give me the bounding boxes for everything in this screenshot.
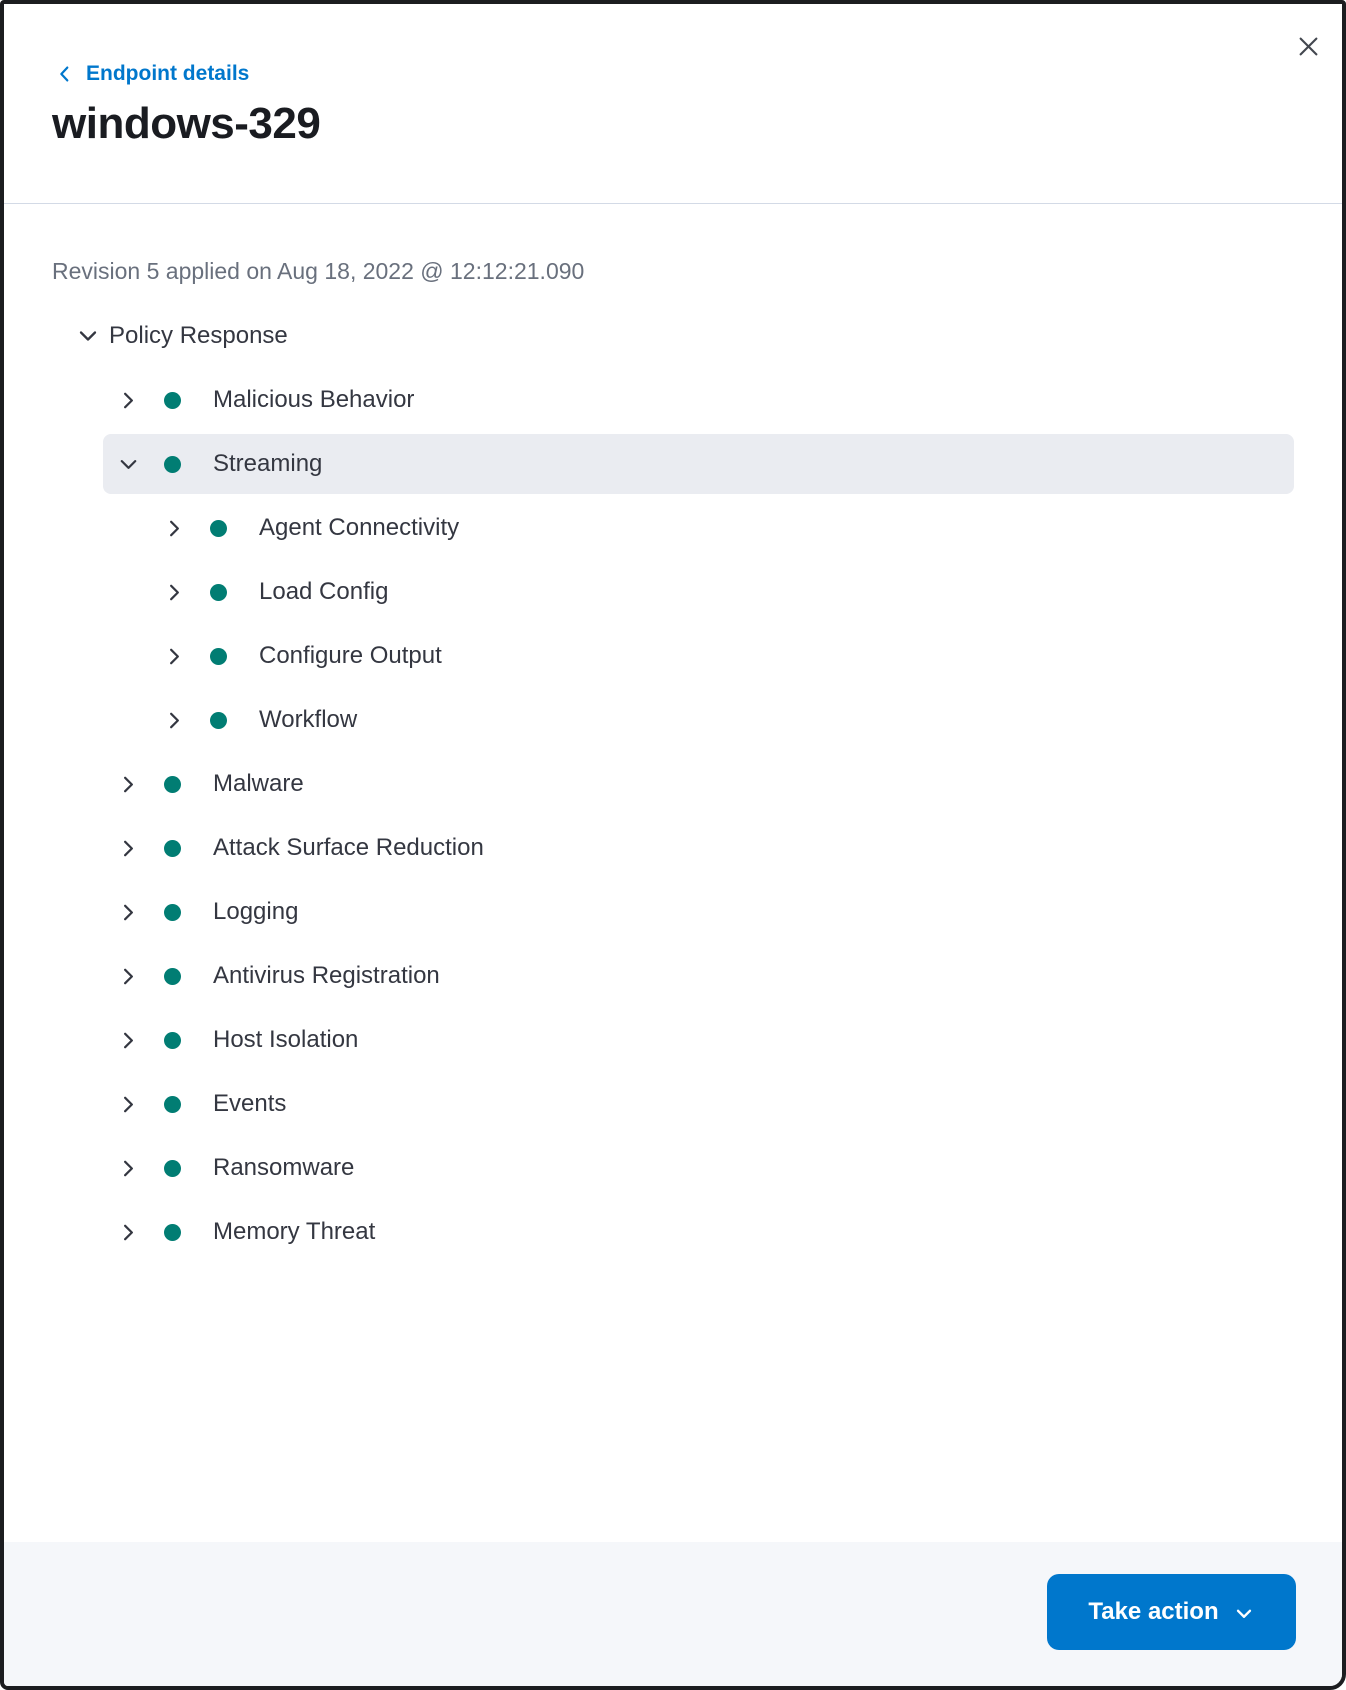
chevron-right-icon[interactable]	[116, 1220, 140, 1244]
tree-item-events[interactable]	[103, 1074, 1294, 1134]
status-dot	[210, 584, 227, 601]
tree-item-antivirus-registration[interactable]	[103, 946, 1294, 1006]
tree-item-policy-response[interactable]	[52, 306, 1294, 366]
close-icon	[1295, 33, 1322, 60]
chevron-down-icon[interactable]	[76, 324, 100, 348]
status-dot	[164, 1224, 181, 1241]
chevron-right-icon[interactable]	[162, 644, 186, 668]
take-action-label: Take action	[1088, 1598, 1219, 1625]
tree-item-label: Malicious Behavior	[213, 386, 415, 413]
tree-item-logging[interactable]	[103, 882, 1294, 942]
status-dot	[164, 840, 181, 857]
chevron-right-icon[interactable]	[162, 708, 186, 732]
status-dot	[164, 1160, 181, 1177]
tree-item-label: Memory Threat	[213, 1218, 376, 1245]
tree-item-ransomware[interactable]	[103, 1138, 1294, 1198]
tree-item-agent-connectivity[interactable]	[103, 498, 1294, 558]
status-dot	[164, 1032, 181, 1049]
status-dot	[164, 392, 181, 409]
tree-item-label: Policy Response	[109, 322, 288, 349]
tree-item-label: Agent Connectivity	[259, 514, 460, 541]
chevron-right-icon[interactable]	[116, 1028, 140, 1052]
back-link-endpoint-details[interactable]	[54, 62, 249, 86]
status-dot	[164, 776, 181, 793]
status-dot	[164, 968, 181, 985]
tree-item-streaming[interactable]	[103, 434, 1294, 494]
flyout-footer	[4, 1542, 1342, 1686]
chevron-right-icon[interactable]	[116, 1092, 140, 1116]
status-dot	[210, 520, 227, 537]
status-dot	[210, 712, 227, 729]
policy-response-tree	[52, 306, 1294, 1266]
status-dot	[210, 648, 227, 665]
status-dot	[164, 904, 181, 921]
tree-item-host-isolation[interactable]	[103, 1010, 1294, 1070]
status-dot	[164, 456, 181, 473]
tree-item-load-config[interactable]	[103, 562, 1294, 622]
tree-item-label: Attack Surface Reduction	[213, 834, 484, 861]
tree-item-label: Workflow	[259, 706, 358, 733]
tree-item-malware[interactable]	[103, 754, 1294, 814]
tree-item-label: Configure Output	[259, 642, 442, 669]
page-title: windows-329	[52, 99, 321, 148]
tree-item-attack-surface-reduction[interactable]	[103, 818, 1294, 878]
chevron-right-icon[interactable]	[162, 580, 186, 604]
chevron-right-icon[interactable]	[162, 516, 186, 540]
tree-item-configure-output[interactable]	[103, 626, 1294, 686]
chevron-right-icon[interactable]	[116, 388, 140, 412]
tree-item-label: Events	[213, 1090, 287, 1117]
tree-item-label: Ransomware	[213, 1154, 355, 1181]
tree-item-label: Logging	[213, 898, 299, 925]
tree-item-memory-threat[interactable]	[103, 1202, 1294, 1262]
chevron-right-icon[interactable]	[116, 836, 140, 860]
tree-item-malicious-behavior[interactable]	[103, 370, 1294, 430]
chevron-right-icon[interactable]	[116, 1156, 140, 1180]
close-button[interactable]	[1292, 30, 1324, 62]
chevron-down-icon[interactable]	[116, 452, 140, 476]
chevron-right-icon[interactable]	[116, 900, 140, 924]
tree-item-label: Load Config	[259, 578, 389, 605]
chevron-right-icon[interactable]	[116, 772, 140, 796]
chevron-left-icon	[54, 63, 76, 85]
revision-text: Revision 5 applied on Aug 18, 2022 @ 12:12:21.090	[52, 258, 585, 284]
chevron-right-icon[interactable]	[116, 964, 140, 988]
tree-item-label: Malware	[213, 770, 304, 797]
chevron-down-icon	[1233, 1600, 1255, 1625]
header-divider	[4, 203, 1342, 204]
tree-item-label: Antivirus Registration	[213, 962, 440, 989]
back-link-label: Endpoint details	[86, 62, 250, 85]
tree-item-label: Streaming	[213, 450, 323, 477]
take-action-button[interactable]	[1047, 1574, 1296, 1650]
status-dot	[164, 1096, 181, 1113]
tree-item-workflow[interactable]	[103, 690, 1294, 750]
tree-item-label: Host Isolation	[213, 1026, 359, 1053]
